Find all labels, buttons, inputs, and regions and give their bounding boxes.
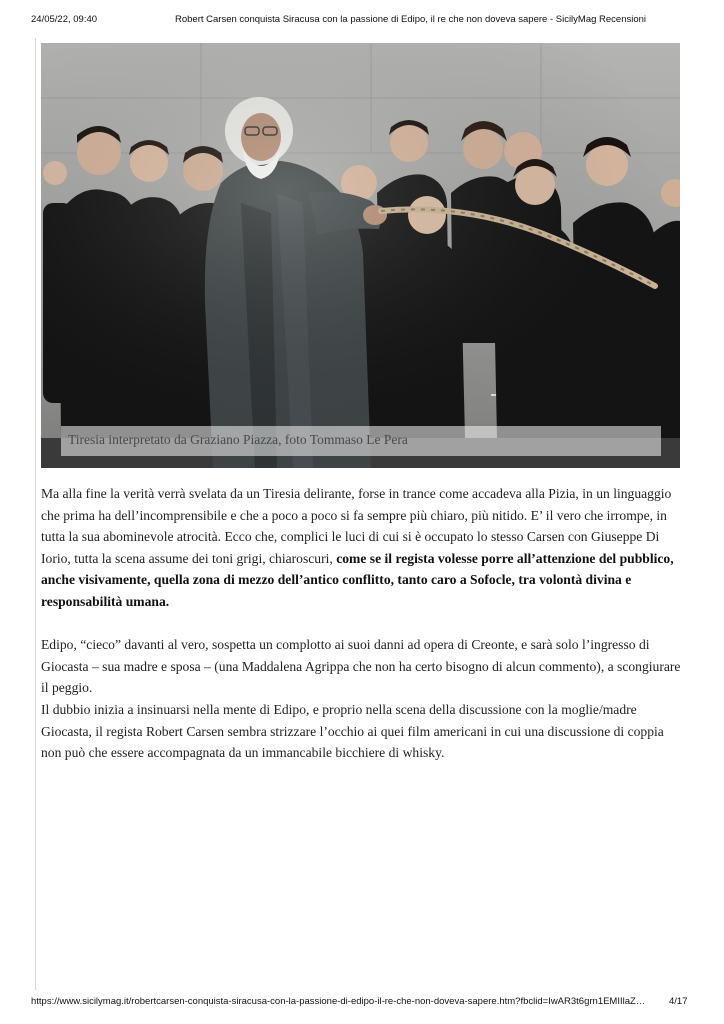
print-date: 24/05/22, 09:40 [31,14,98,25]
article-body [41,483,681,764]
page-number: 4/17 [669,996,688,1007]
photo-caption: Tiresia interpretato da Graziano Piazza, foto Tommaso Le Pera [68,432,408,447]
print-footer [0,996,724,1010]
print-header [0,14,724,28]
article-photo [41,43,680,468]
left-margin-rule [35,38,36,990]
print-page-title: Robert Carsen conquista Siracusa con la passione di Edipo, il re che non doveva sapere - SicilyMag Recensioni [175,14,647,25]
article-paragraph: Edipo, “cieco” davanti al vero, sospetta un complotto ai suoi danni ad opera di Creonte, e sarà solo l’ingresso di Giocasta – sua madre e sposa – (una Maddalena Agrippa che non ha certo bisogno di alcun commento), a scongiurare il peggio. [41,637,681,696]
paragraph-text: Ma alla fine la verità verrà svelata da un Tiresia delirante, forse in trance come accadeva alla Pizia, in un linguaggio che prima ha dell’incomprensibile e che a poco a poco si fa sempre più chiaro, più nitido. E’ il vero che irrompe, in tutta la sua abominevole atrocità. Ecco che, complici le luci di cui si è occupato lo stesso Carsen con Giuseppe Di Iorio, tutta la scena assume dei toni grigi, chiaroscuri, [41,486,672,566]
article-paragraph: Il dubbio inizia a insinuarsi nella mente di Edipo, e proprio nella scena della discussione con la moglie/madre Giocasta, il regista Robert Carsen sembra strizzare l’occhio ai quei film americani in cui una discussione di coppia non può che essere accompagnata da un immancabile bicchiere di whisky. [41,701,664,761]
emphasized-text: come se il regista volesse porre all’attenzione del pubblico, anche visivamente, quella zona di mezzo dell’antico conflitto, tanto caro a Sofocle, tra volontà divina e responsabilità umana. [41,550,674,609]
stage-scene-image [41,43,680,468]
article-paragraph [41,483,681,613]
print-url: https://www.sicilymag.it/robertcarsen-conquista-siracusa-con-la-passione-di-edipo-il-re-che-non-doveva-sapere.htm?fbclid=IwAR3t6grn1EMIIlaZ… [31,996,646,1007]
